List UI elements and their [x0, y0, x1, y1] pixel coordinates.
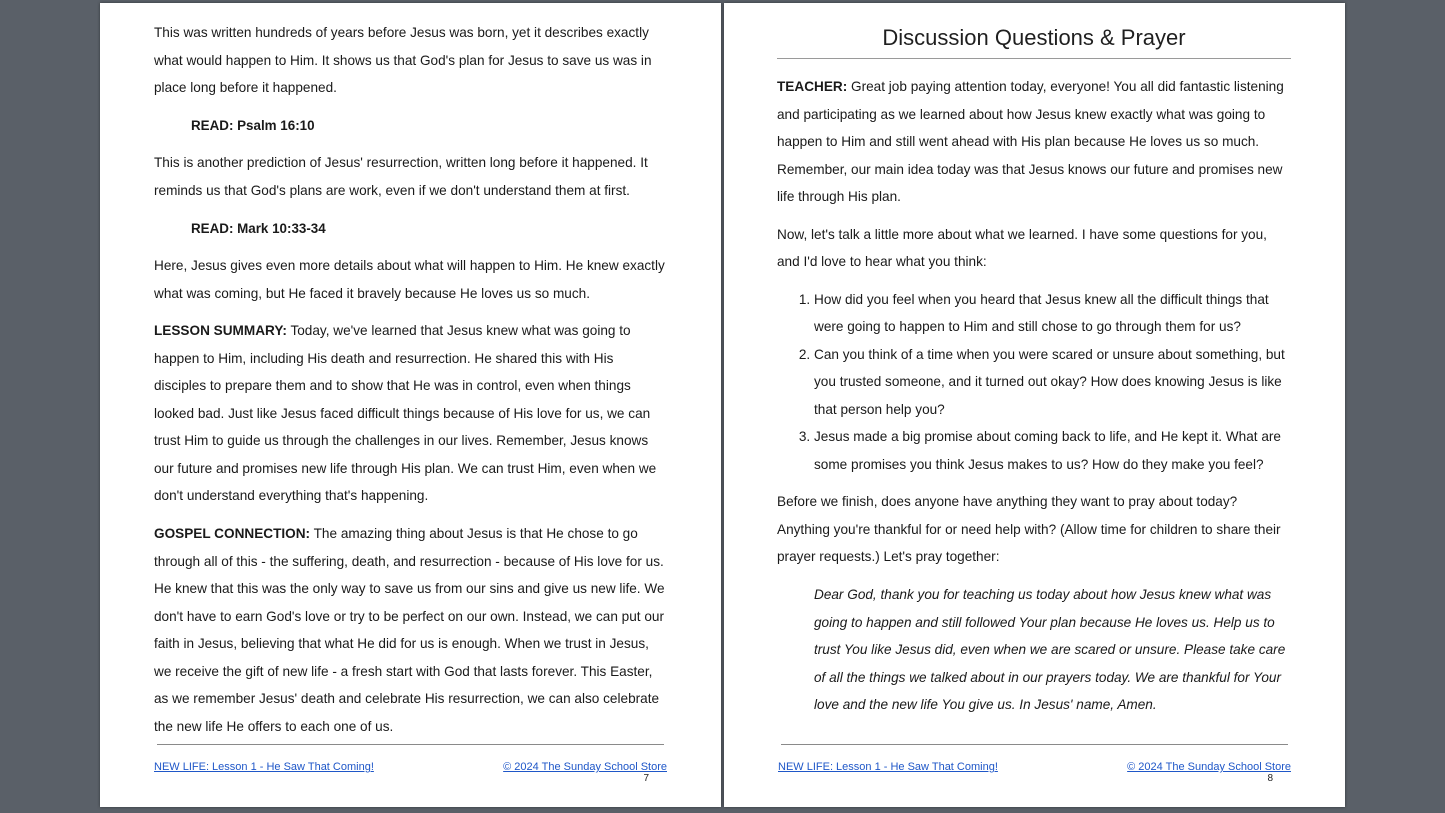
page-number: 8: [1267, 773, 1273, 784]
document-page-8: [724, 3, 1345, 807]
questions-intro: Now, let's talk a little more about what we learned. I have some questions for you, and I'd love to hear what you think:: [777, 226, 1267, 270]
footer-copyright-link[interactable]: © 2024 The Sunday School Store: [503, 761, 667, 773]
lesson-summary-text: Today, we've learned that Jesus knew what was going to happen to Him, including His death and resurrection. He shared this with His disciples to prepare them and to show that He was in control, even when things looked bad. Just like Jesus faced difficult things because of His love for us, we can trust Him to guide us through the challenges in our lives. Remember, Jesus knows our future and promises new life through His plan. We can trust Him, even when we don't understand everything that's happening.: [154, 323, 657, 504]
footer-divider: [157, 744, 664, 745]
page-8-body: [777, 21, 1291, 719]
intro-paragraph: This was written hundreds of years before Jesus was born, yet it describes exactly what would happen to Him. It shows us that God's plan for Jesus to save us was in place long before it happened.: [154, 25, 652, 95]
footer-copyright-link[interactable]: © 2024 The Sunday School Store: [1127, 761, 1291, 773]
footer-lesson-link[interactable]: NEW LIFE: Lesson 1 - He Saw That Coming!: [154, 761, 374, 773]
question-item: 1. How did you feel when you heard that Jesus knew all the difficult things that were going to happen to Him and still chose to go through them for us?: [814, 286, 1291, 341]
prayer-text: Dear God, thank you for teaching us today about how Jesus knew what was going to happen and still followed Your plan because He loves us. Help us to trust You like Jesus did, even when we are scared or unsure. Please take care of all the things we talked about in our prayers today. We are thankful for Your love and the new life You give us. In Jesus' name, Amen.: [814, 587, 1286, 713]
page-7-body: [154, 19, 668, 750]
lesson-summary-label: LESSON SUMMARY:: [154, 323, 287, 339]
footer-divider: [781, 744, 1288, 745]
gospel-connection-text: The amazing thing about Jesus is that He chose to go through all of this - the suffering, death, and resurrection - because of His love for us. He knew that this was the only way to save us from our sins and give us new life. We don't have to earn God's love or try to be perfect on our own. Instead, we can put our faith in Jesus, believing that what He did for us is enough. When we trust in Jesus, we receive the gift of new life - a fresh start with God that lasts forever. This Easter, as we remember Jesus' death and celebrate His resurrection, we can also celebrate the new life He offers to each one of us.: [154, 526, 665, 734]
read-psalm-heading: READ: Psalm 16:10: [191, 117, 315, 133]
psalm-paragraph: This is another prediction of Jesus' resurrection, written long before it happened. It reminds us that God's plans are work, even if we don't understand them at first.: [154, 155, 648, 198]
page-title: Discussion Questions & Prayer: [882, 25, 1186, 50]
lesson-summary-paragraph: [154, 317, 668, 510]
mark-paragraph: Here, Jesus gives even more details about what will happen to Him. He knew exactly what was coming, but He faced it bravely because He loves us so much.: [154, 258, 665, 301]
gospel-connection-paragraph: [154, 520, 668, 740]
document-page-7: [100, 3, 721, 807]
title-divider: [777, 58, 1291, 59]
read-mark-heading: READ: Mark 10:33-34: [191, 220, 326, 236]
prayer-intro: Before we finish, does anyone have anything they want to pray about today? Anything you're thankful for or need help with? (Allow time for children to share their prayer requests.) Let's pray together:: [777, 494, 1281, 565]
footer-lesson-link[interactable]: NEW LIFE: Lesson 1 - He Saw That Coming!: [778, 761, 998, 773]
teacher-paragraph: [777, 73, 1291, 211]
teacher-label: TEACHER:: [777, 79, 848, 94]
question-item: 3. Jesus made a big promise about coming back to life, and He kept it. What are some promises you think Jesus makes to us? How do they make you feel?: [814, 423, 1291, 478]
teacher-text: Great job paying attention today, everyone! You all did fantastic listening and participating as we learned about how Jesus knew exactly what was going to happen to Him and still went ahead with His plan because He loves us so much. Remember, our main idea today was that Jesus knows our future and promises new life through His plan.: [777, 79, 1284, 204]
page-number: 7: [643, 773, 649, 784]
discussion-questions-list: [777, 286, 1291, 479]
gospel-connection-label: GOSPEL CONNECTION:: [154, 526, 311, 542]
question-item: 2. Can you think of a time when you were scared or unsure about something, but you trusted someone, and it turned out okay? How does knowing Jesus is like that person help you?: [814, 341, 1291, 424]
